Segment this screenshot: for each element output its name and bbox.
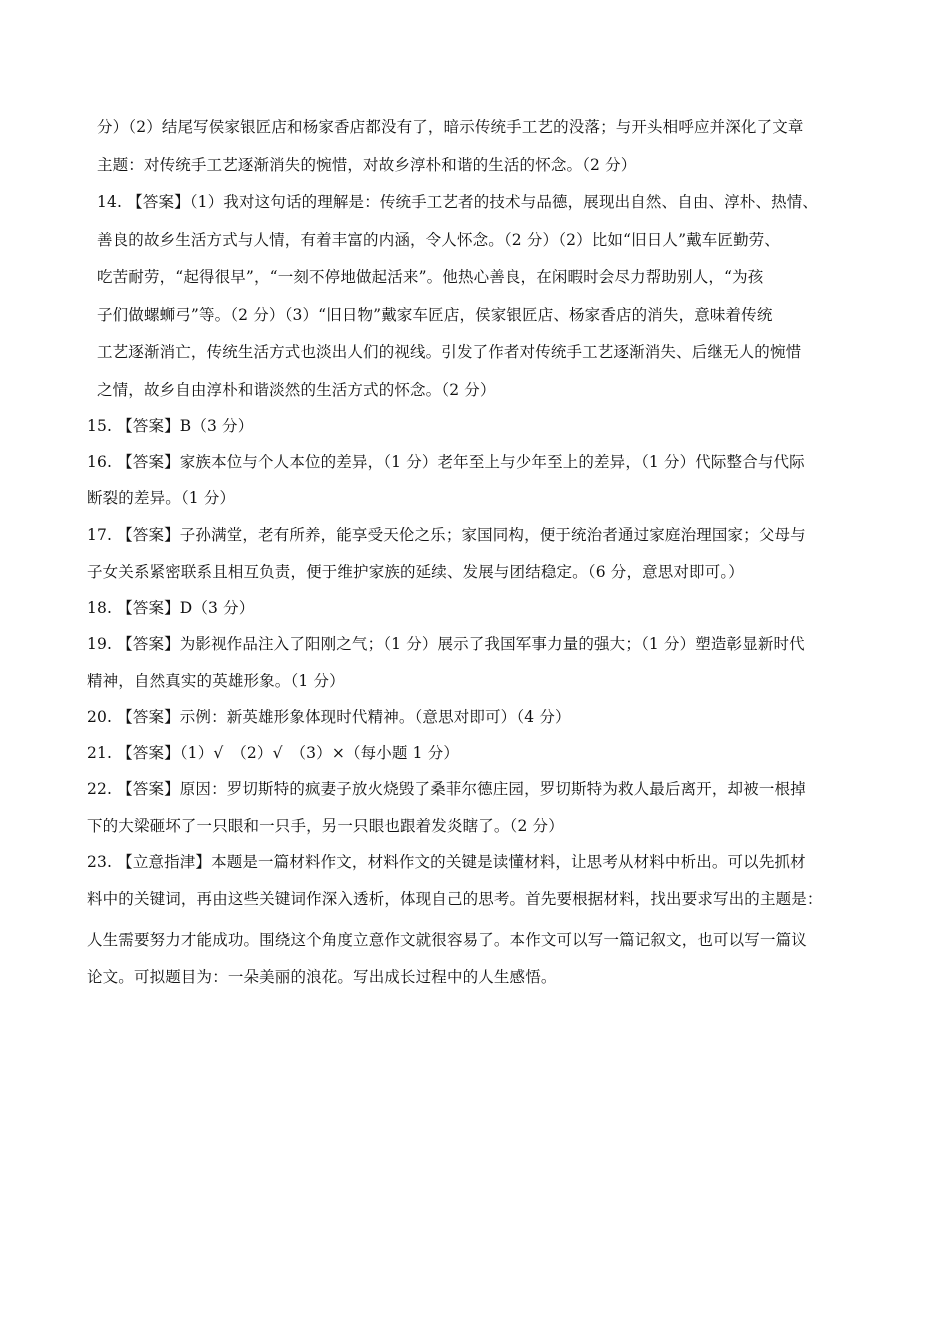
- answer-17-line-1: 17. 【答案】子孙满堂，老有所养，能享受天伦之乐；家国同构，便于统治者通过家庭治理国家；父母与: [87, 526, 806, 544]
- answer-14-line-6: 之情，故乡自由淳朴和谐淡然的生活方式的怀念。（2 分）: [97, 381, 496, 399]
- answer-22-line-1: 22. 【答案】原因：罗切斯特的疯妻子放火烧毁了桑菲尔德庄园，罗切斯特为救人最后离开，却被一根掉: [87, 780, 806, 798]
- answer-14-line-5: 工艺逐渐消亡，传统生活方式也淡出人们的视线。引发了作者对传统手工艺逐渐消失、后继无人的惋惜: [97, 343, 802, 361]
- answer-17-line-2: 子女关系紧密联系且相互负责，便于维护家族的延续、发展与团结稳定。（6 分，意思对即可。）: [87, 563, 744, 581]
- answer-14-line-4: 子们做螺蛳弓”等。（2 分）（3）“旧日物”戴家车匠店，侯家银匠店、杨家香店的消失，意味着传统: [97, 306, 773, 324]
- answer-14-line-1: 14. 【答案】（1）我对这句话的理解是：传统手工艺者的技术与品德，展现出自然、自由、淳朴、热情、: [97, 193, 819, 211]
- answer-13-line-1: 分）（2）结尾写侯家银匠店和杨家香店都没有了，暗示传统手工艺的没落；与开头相呼应并深化了文章: [97, 118, 804, 136]
- answer-19-line-1: 19. 【答案】为影视作品注入了阳刚之气；（1 分）展示了我国军事力量的强大；（1 分）塑造彰显新时代: [87, 635, 805, 653]
- answer-18: 18. 【答案】D（3 分）: [87, 599, 255, 617]
- answer-16-line-2: 断裂的差异。（1 分）: [87, 489, 236, 507]
- answer-21: 21. 【答案】（1）√ （2）√ （3）×（每小题 1 分）: [87, 744, 460, 762]
- answer-15: 15. 【答案】B（3 分）: [87, 417, 254, 435]
- answer-14-line-2: 善良的故乡生活方式与人情，有着丰富的内涵，令人怀念。（2 分）（2）比如“旧日人”戴车匠勤劳、: [97, 231, 781, 249]
- answer-22-line-2: 下的大梁砸坏了一只眼和一只手，另一只眼也跟着发炎瞎了。（2 分）: [87, 817, 564, 835]
- answer-14-line-3: 吃苦耐劳，“起得很早”，“一刻不停地做起活来”。他热心善良，在闲暇时会尽力帮助别人，“为孩: [97, 268, 764, 286]
- answer-16-line-1: 16. 【答案】家族本位与个人本位的差异，（1 分）老年至上与少年至上的差异，（1 分）代际整合与代际: [87, 453, 805, 471]
- answer-13-line-2: 主题：对传统手工艺逐渐消失的惋惜，对故乡淳朴和谐的生活的怀念。（2 分）: [97, 156, 637, 174]
- answer-23-line-2: 料中的关键词，再由这些关键词作深入透析，体现自己的思考。首先要根据材料，找出要求写出的主题是：: [87, 890, 823, 908]
- answer-23-line-3: 人生需要努力才能成功。围绕这个角度立意作文就很容易了。本作文可以写一篇记叙文，也可以写一篇议: [87, 931, 807, 949]
- answer-23-line-1: 23. 【立意指津】本题是一篇材料作文，材料作文的关键是读懂材料，让思考从材料中析出。可以先抓材: [87, 853, 806, 871]
- answer-23-line-4: 论文。可拟题目为：一朵美丽的浪花。写出成长过程中的人生感悟。: [87, 968, 557, 986]
- answer-20: 20. 【答案】示例：新英雄形象体现时代精神。（意思对即可）（4 分）: [87, 708, 571, 726]
- answer-19-line-2: 精神，自然真实的英雄形象。（1 分）: [87, 672, 345, 690]
